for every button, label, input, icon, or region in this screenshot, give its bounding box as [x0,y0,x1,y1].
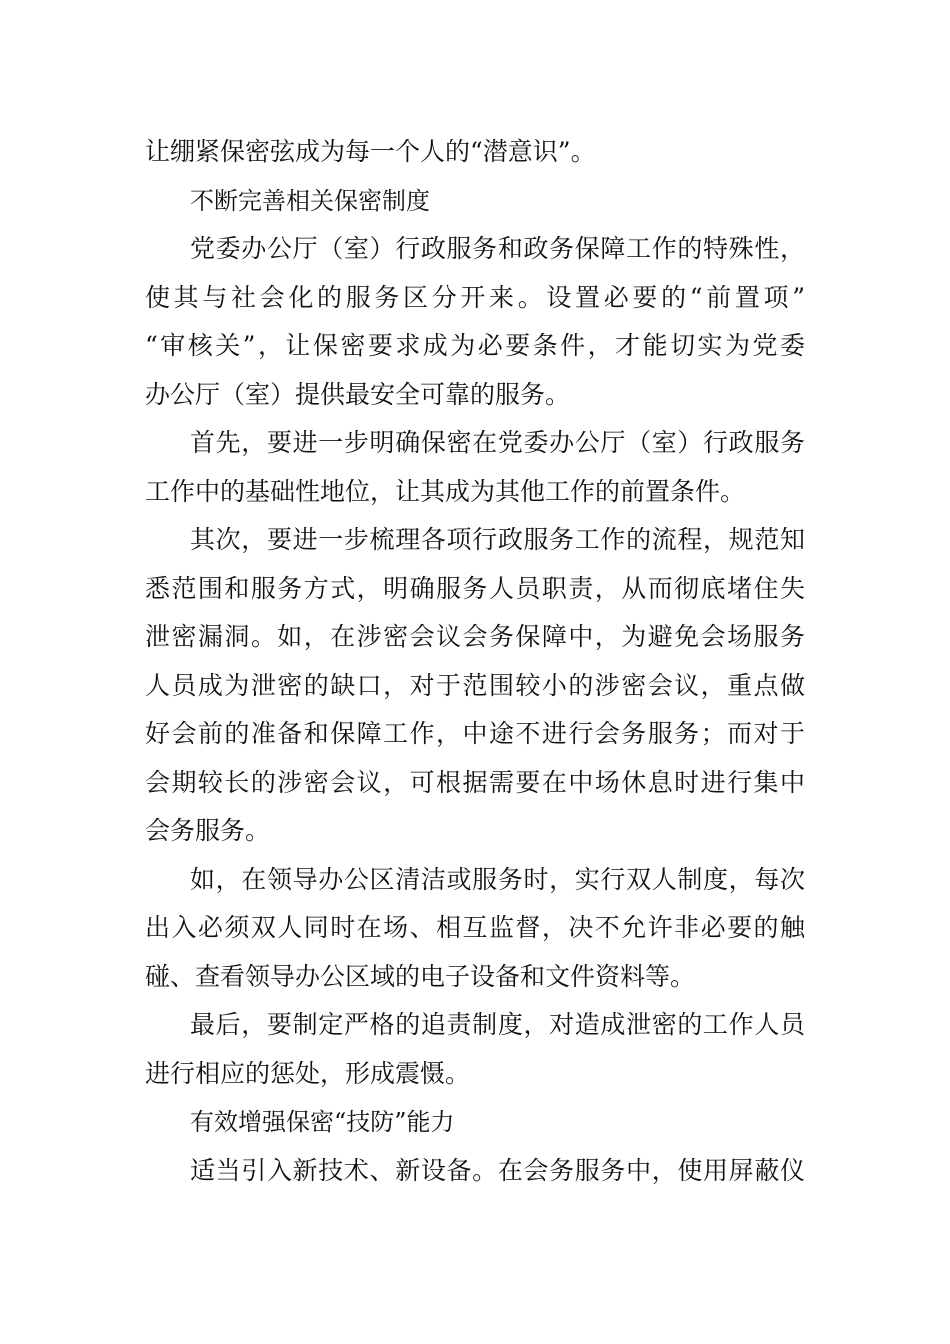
paragraph-line: 首先，要进一步明确保密在党委办公厅（室）行政服务 [190,428,805,457]
paragraph-line: 党委办公厅（室）行政服务和政务保障工作的特殊性， [190,234,805,263]
paragraph-line: 办公厅（室）提供最安全可靠的服务。 [145,379,571,409]
paragraph-line: 如，在领导办公区清洁或服务时，实行双人制度，每次 [190,864,805,894]
paragraph-line: 其次，要进一步梳理各项行政服务工作的流程，规范知 [190,525,805,554]
document-body [145,128,805,1195]
paragraph-line: 好会前的准备和保障工作，中途不进行会务服务；而对于 [145,719,805,748]
paragraph-line: 适当引入新技术、新设备。在会务服务中，使用屏蔽仪 [190,1155,805,1185]
paragraph-line: 工作中的基础性地位，让其成为其他工作的前置条件。 [145,476,746,506]
paragraph-line: 会务服务。 [145,816,271,845]
paragraph-line: 出入必须双人同时在场、相互监督，决不允许非必要的触 [145,913,805,942]
paragraph-line: 会期较长的涉密会议，可根据需要在中场休息时进行集中 [145,767,805,797]
paragraph-line: 最后，要制定严格的追责制度，对造成泄密的工作人员 [190,1010,805,1039]
paragraph-line: 悉范围和服务方式，明确服务人员职责，从而彻底堵住失 [145,573,805,603]
paragraph-line: 使其与社会化的服务区分开来。设置必要的“前置项” [145,282,805,312]
paragraph-line: 泄密漏洞。如，在涉密会议会务保障中，为避免会场服务 [145,622,805,651]
paragraph-line: 人员成为泄密的缺口，对于范围较小的涉密会议，重点做 [145,670,805,700]
section-heading: 有效增强保密“技防”能力 [190,1108,455,1136]
paragraph-line: 让绷紧保密弦成为每一个人的“潜意识”。 [145,137,596,166]
paragraph-line: 进行相应的惩处，形成震慑。 [145,1058,471,1088]
paragraph-line: “审核关”，让保密要求成为必要条件，才能切实为党委 [145,331,805,360]
section-heading: 不断完善相关保密制度 [190,186,430,215]
paragraph-line: 碰、查看领导办公区域的电子设备和文件资料等。 [145,961,696,991]
